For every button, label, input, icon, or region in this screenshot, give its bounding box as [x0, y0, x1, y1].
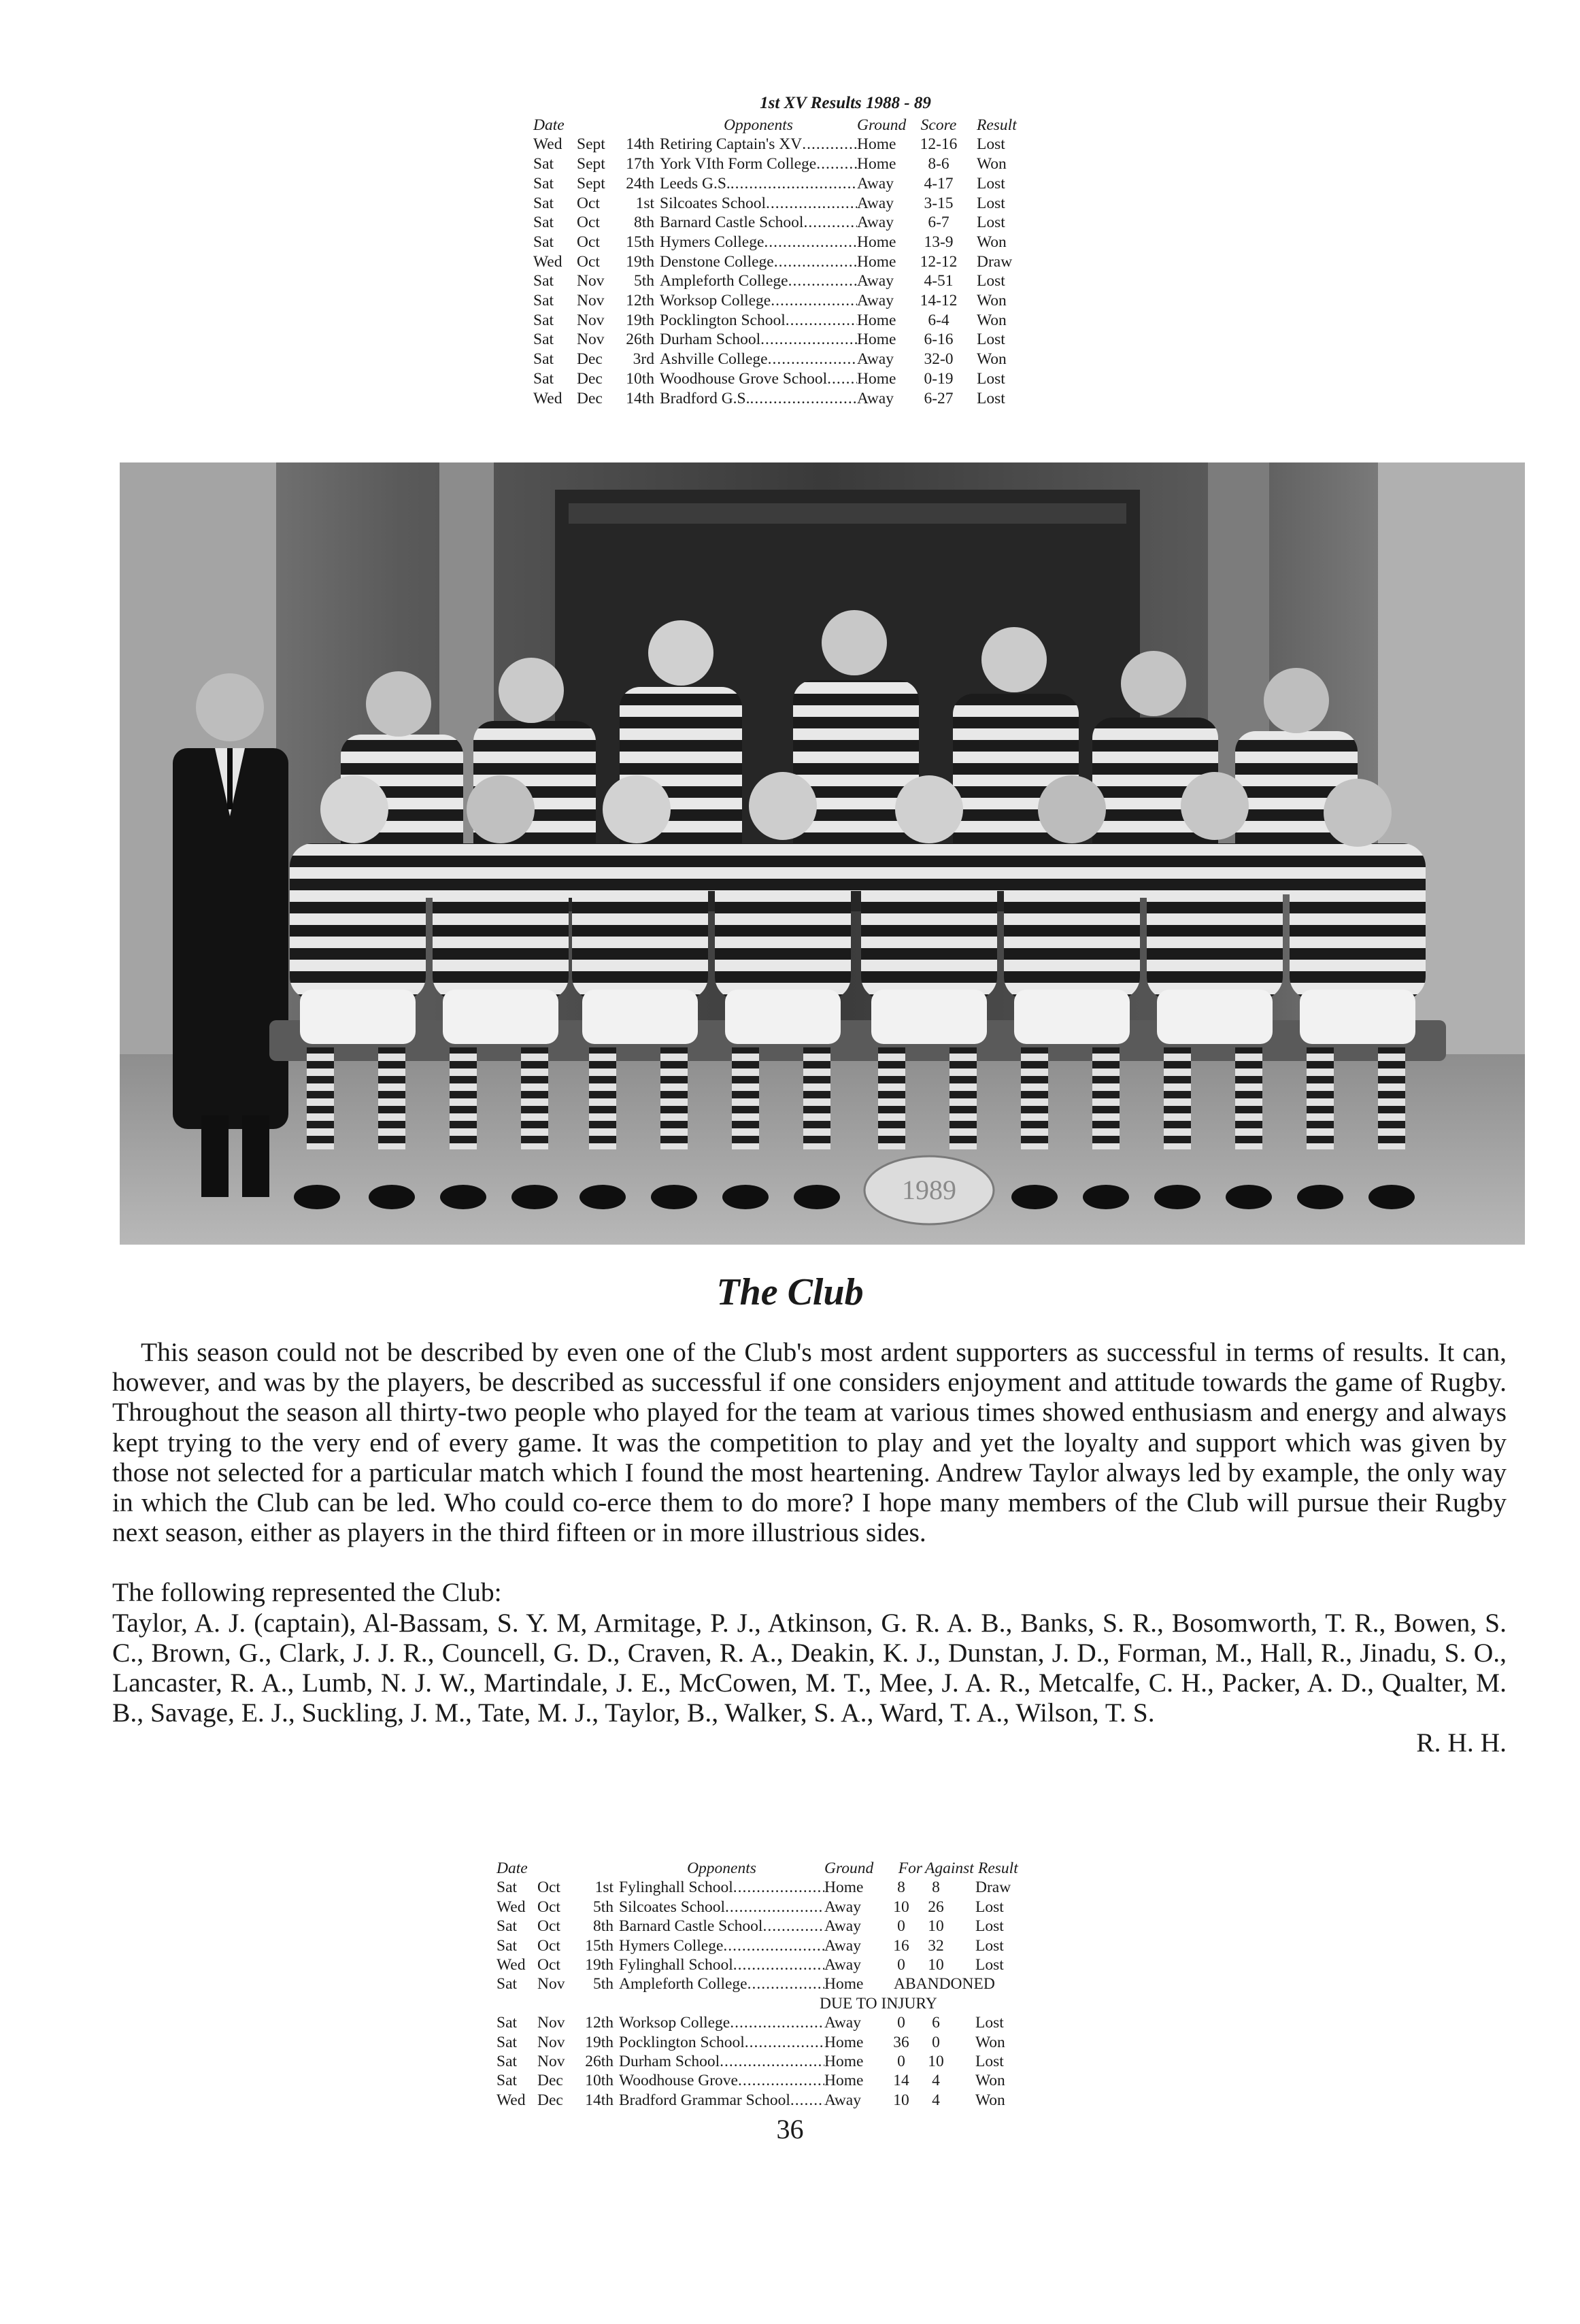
opponent-name: Fylinghall School: [619, 1956, 733, 1974]
opponent-cell: [619, 2071, 824, 2090]
opponent-cell: [660, 233, 857, 252]
month-cell: Dec: [537, 2091, 563, 2109]
ground-cell: Home: [824, 2053, 864, 2071]
month-cell: Oct: [537, 1879, 560, 1897]
date-cell: 12th: [626, 292, 654, 310]
month-cell: Oct: [537, 1917, 560, 1936]
opponent-cell: [660, 369, 857, 389]
result-cell: Lost: [977, 272, 1005, 290]
result-row: [497, 1936, 1122, 1955]
result-cell: Won: [977, 311, 1007, 329]
opponent-name: Barnard Castle School: [660, 214, 804, 232]
opponent-name: Fylinghall School: [619, 1879, 733, 1897]
header-ground: Ground: [857, 116, 907, 134]
month-cell: Dec: [577, 369, 603, 388]
opponent-name: Woodhouse Grove School: [660, 369, 828, 388]
opponent-name: Ampleforth College: [660, 272, 788, 290]
opponent-cell: [619, 1917, 824, 1936]
opponent-name: Bradford G.S.: [660, 389, 750, 407]
date-cell: 14th: [585, 2091, 613, 2109]
opponent-name: Barnard Castle School: [619, 1917, 763, 1936]
for-cell: 10: [893, 1898, 909, 1916]
result-cell: Won: [977, 155, 1007, 173]
opponent-name: Ashville College: [660, 350, 768, 369]
result-cell: Draw: [977, 252, 1013, 271]
page-number: 36: [776, 2114, 804, 2144]
date-cell: 5th: [592, 1975, 613, 1993]
result-cell: Lost: [975, 1956, 1004, 1974]
day-cell: Sat: [533, 272, 554, 290]
result-row: [497, 1955, 1122, 1974]
score-cell: 4-17: [924, 174, 954, 192]
opponent-cell: [619, 2033, 824, 2052]
leader-dots: [816, 154, 857, 174]
for-cell: 16: [893, 1936, 909, 1955]
for-cell: 8: [897, 1879, 905, 1897]
leader-dots: [762, 1917, 824, 1936]
result-row: [533, 194, 1118, 214]
result-row: [533, 135, 1118, 154]
result-cell: Lost: [975, 2014, 1004, 2032]
leader-dots: [760, 330, 857, 350]
opponent-cell: [619, 2052, 824, 2071]
opponent-cell: [660, 271, 857, 291]
opponent-cell: [660, 350, 857, 369]
leader-dots: [738, 2071, 824, 2090]
score-cell: 12-12: [920, 252, 958, 271]
day-cell: Sat: [497, 2033, 518, 2051]
leader-dots: [788, 271, 857, 291]
month-cell: Nov: [537, 2014, 565, 2032]
date-cell: 26th: [585, 2053, 613, 2071]
day-cell: Sat: [497, 2053, 518, 2071]
result-row: [497, 1974, 1122, 1993]
day-cell: Wed: [497, 2091, 526, 2109]
leader-dots: [750, 389, 858, 409]
results-table-2: [497, 1859, 1122, 2110]
score-cell: 6-16: [924, 331, 954, 349]
opponent-name: Bradford Grammar School: [619, 2091, 790, 2109]
score-cell: 32-0: [924, 350, 954, 369]
score-cell: 8-6: [928, 155, 949, 173]
header2-date: Date: [497, 1859, 528, 1877]
score-cell: 6-27: [924, 389, 954, 407]
day-cell: Sat: [533, 233, 554, 251]
ground-cell: Home: [824, 2033, 864, 2051]
opponent-name: Durham School: [619, 2053, 720, 2071]
leader-dots: [745, 2033, 824, 2052]
header-date: Date: [533, 116, 565, 134]
results2-body: [497, 1878, 1122, 2110]
for-cell: 0: [897, 1917, 905, 1936]
opponent-name: Woodhouse Grove: [619, 2072, 738, 2090]
result-row: [497, 2071, 1122, 2090]
result-cell: Lost: [977, 369, 1005, 388]
opponent-name: Durham School: [660, 331, 761, 349]
date-cell: 26th: [626, 331, 654, 349]
opponent-name: Hymers College: [660, 233, 764, 251]
opponent-cell: [619, 1955, 824, 1974]
day-cell: Wed: [497, 1956, 526, 1974]
day-cell: Wed: [533, 135, 562, 154]
leader-dots: [803, 213, 857, 233]
month-cell: Nov: [577, 272, 605, 290]
opponent-cell: [619, 1936, 824, 1955]
month-cell: Oct: [537, 1936, 560, 1955]
month-cell: Oct: [577, 233, 600, 251]
date-cell: 3rd: [633, 350, 654, 369]
opponent-cell: [660, 291, 857, 311]
result-cell: Won: [977, 292, 1007, 310]
month-cell: Dec: [537, 2072, 563, 2090]
score-cell: 3-15: [924, 194, 954, 212]
month-cell: Sept: [577, 174, 605, 192]
opponent-cell: [660, 330, 857, 350]
opponent-cell: [660, 194, 857, 214]
opponent-cell: [619, 2013, 824, 2032]
opponent-name: Ampleforth College: [619, 1975, 747, 1993]
against-cell: 8: [932, 1879, 940, 1897]
ground-cell: Away: [824, 2014, 861, 2032]
header2-result: Result: [978, 1859, 1018, 1877]
opponent-name: York VIth Form College: [660, 155, 817, 173]
ground-cell: Away: [857, 194, 894, 212]
for-cell: 0: [897, 2014, 905, 2032]
ground-cell: Away: [857, 292, 894, 310]
against-cell: 10: [928, 1956, 944, 1974]
ground-cell: Home: [824, 1879, 864, 1897]
ground-cell: Home: [857, 252, 896, 271]
leader-dots: [764, 233, 857, 252]
month-cell: Oct: [537, 1956, 560, 1974]
result-cell: Won: [975, 2072, 1005, 2090]
ground-cell: Home: [857, 311, 896, 329]
leader-dots: [733, 1955, 824, 1974]
opponent-cell: [660, 135, 857, 154]
date-cell: 15th: [626, 233, 654, 251]
result-row: [497, 2091, 1122, 2110]
header-score: Score: [920, 116, 957, 134]
header2-ground: Ground: [824, 1859, 874, 1877]
ground-cell: Home: [857, 331, 896, 349]
opponent-cell: [660, 389, 857, 409]
for-cell: 0: [897, 1956, 905, 1974]
month-cell: Sept: [577, 135, 605, 154]
opponent-cell: [619, 1878, 824, 1897]
month-cell: Nov: [577, 331, 605, 349]
result-row: [533, 213, 1118, 233]
leader-dots: [720, 2052, 824, 2071]
for-cell: 36: [893, 2033, 909, 2051]
opponent-cell: [660, 174, 857, 194]
result-row: [497, 2013, 1122, 2032]
score-cell: 6-7: [928, 214, 949, 232]
result-row: [533, 174, 1118, 194]
result-row: [533, 233, 1118, 252]
header-result: Result: [977, 116, 1017, 134]
against-cell: 10: [928, 1917, 944, 1936]
month-cell: Dec: [577, 350, 603, 369]
team-photo-image: [120, 462, 1525, 1245]
date-cell: 14th: [626, 389, 654, 407]
header2-against: Against: [925, 1859, 974, 1877]
day-cell: Sat: [497, 1936, 518, 1955]
date-cell: 15th: [585, 1936, 613, 1955]
result-cell: Lost: [977, 194, 1005, 212]
opponent-cell: [660, 311, 857, 331]
opponent-name: Worksop College: [619, 2014, 730, 2032]
for-cell: 14: [893, 2072, 909, 2090]
opponent-name: Retiring Captain's XV: [660, 135, 803, 154]
date-cell: 19th: [626, 311, 654, 329]
opponent-cell: [660, 252, 857, 272]
month-cell: Dec: [577, 389, 603, 407]
result-row: [533, 252, 1118, 272]
month-cell: Sept: [577, 155, 605, 173]
ground-cell: Away: [857, 350, 894, 369]
header2-for: For: [898, 1859, 922, 1877]
results-title: 1st XV Results 1988 - 89: [760, 94, 931, 112]
leader-dots: [730, 174, 857, 194]
day-cell: Sat: [533, 174, 554, 192]
ground-cell: Home: [824, 1975, 864, 1993]
result-row: [497, 1917, 1122, 1936]
day-cell: Sat: [533, 214, 554, 232]
opponent-name: Pocklington School: [660, 311, 786, 329]
result-cell: Won: [975, 2091, 1005, 2109]
result-row: [533, 271, 1118, 291]
leader-dots: [786, 311, 857, 331]
author-signature: R. H. H.: [1416, 1728, 1507, 1758]
opponent-cell: [619, 2091, 824, 2110]
date-cell: 10th: [585, 2072, 613, 2090]
day-cell: Wed: [533, 252, 562, 271]
score-cell: 6-4: [928, 311, 949, 329]
ground-cell: Home: [857, 155, 896, 173]
ground-cell: Away: [857, 272, 894, 290]
day-cell: Sat: [533, 350, 554, 369]
against-cell: 4: [932, 2072, 940, 2090]
club-title: The Club: [716, 1271, 864, 1313]
date-cell: 17th: [626, 155, 654, 173]
against-cell: 6: [932, 2014, 940, 2032]
day-cell: Sat: [533, 369, 554, 388]
month-cell: Nov: [577, 311, 605, 329]
result-cell: Lost: [977, 389, 1005, 407]
opponent-name: Pocklington School: [619, 2033, 745, 2051]
header-opponents: Opponents: [724, 116, 793, 134]
date-cell: 19th: [585, 1956, 613, 1974]
score-cell: 0-19: [924, 369, 954, 388]
club-paragraph: This season could not be described by even one of the Club's most ardent supporters as successful in terms of results. It can, however, and was by the players, be described as successful if one considers enjoyment and attitude towards the game of Rugby. Throughout the season all thirty-two people who played for the team at various times showed enthusiasm and energy and always kept trying to the very end of every game. It was the competition to play and yet the loyalty and support which was given by those not selected for a particular match which I found the most heartening. Andrew Taylor always led by example, the only way in which the Club can be led. Who could co-erce them to do more? I hope many members of the Club will pursue their Rugby next season, either as players in the third fifteen or in more illustrious sides.: [112, 1337, 1507, 1548]
result-cell: Lost: [977, 174, 1005, 192]
result-row: [533, 389, 1118, 409]
opponent-name: Silcoates School: [660, 194, 766, 212]
opponent-name: Hymers College: [619, 1936, 724, 1955]
results-body: [533, 135, 1118, 408]
against-cell: 32: [928, 1936, 944, 1955]
leader-dots: [802, 135, 857, 154]
month-cell: Oct: [577, 194, 600, 212]
day-cell: Sat: [533, 194, 554, 212]
opponent-name: Worksop College: [660, 292, 771, 310]
date-cell: 1st: [635, 194, 654, 212]
ground-cell: Away: [824, 2091, 861, 2109]
result-row: [533, 369, 1118, 389]
against-cell: 4: [932, 2091, 940, 2109]
date-cell: 5th: [592, 1898, 613, 1916]
date-cell: 8th: [592, 1917, 613, 1936]
leader-dots: [774, 252, 857, 272]
ground-cell: Away: [824, 1936, 861, 1955]
leader-dots: [790, 2091, 824, 2110]
month-cell: Nov: [537, 2033, 565, 2051]
date-cell: 19th: [626, 252, 654, 271]
date-cell: 1st: [594, 1879, 613, 1897]
ball-year-text: 1989: [902, 1175, 956, 1205]
result-cell: Lost: [975, 1898, 1004, 1916]
members-list: Taylor, A. J. (captain), Al-Bassam, S. Y. M, Armitage, P. J., Atkinson, G. R. A. B., Banks, S. R., Bosomworth, T. R., Bowen, S. C., Brown, G., Clark, J. J. R., Councell, G. D., Craven, R. A., Deakin, K. J., Dunstan, J. D., Forman, M., Hall, R., Jinadu, S. O., Lancaster, R. A., Lumb, N. J. W., Martindale, J. E., McCowen, M. T., Mee, J. A. R., Metcalfe, C. H., Packer, A. D., Qualter, M. B., Savage, E. J., Suckling, J. M., Tate, M. J., Taylor, B., Walker, S. A., Ward, T. A., Wilson, T. S.: [112, 1607, 1507, 1728]
result-row: [533, 291, 1118, 311]
result-row: [533, 330, 1118, 350]
opponent-cell: [660, 213, 857, 233]
result-cell: Lost: [975, 2053, 1004, 2071]
ground-cell: Away: [857, 389, 894, 407]
ground-cell: Home: [824, 2072, 864, 2090]
leader-dots: [725, 1898, 824, 1917]
result-row: [497, 1898, 1122, 1917]
month-cell: Oct: [577, 214, 600, 232]
result-row: [533, 154, 1118, 174]
date-cell: 10th: [626, 369, 654, 388]
day-cell: Sat: [497, 1917, 518, 1936]
results-header-row: [533, 116, 1118, 135]
score-cell: 4-51: [924, 272, 954, 290]
score-cell: 14-12: [920, 292, 958, 310]
result-cell: Lost: [977, 135, 1005, 154]
day-cell: Sat: [533, 292, 554, 310]
day-cell: Sat: [497, 1879, 518, 1897]
against-cell: 26: [928, 1898, 944, 1916]
opponent-cell: [619, 1974, 824, 1993]
leader-dots: [768, 350, 857, 369]
leader-dots: [723, 1936, 824, 1955]
result-cell: Lost: [977, 331, 1005, 349]
result-cell: Won: [977, 233, 1007, 251]
result-cell: Lost: [977, 214, 1005, 232]
for-cell: 10: [893, 2091, 909, 2109]
score-cell: 13-9: [924, 233, 954, 251]
opponent-name: Leeds G.S.: [660, 174, 730, 192]
result-cell: Won: [977, 350, 1007, 369]
day-cell: Wed: [497, 1898, 526, 1916]
date-cell: 12th: [585, 2014, 613, 2032]
leader-dots: [730, 2013, 824, 2032]
result-note-row: [497, 1994, 1122, 2013]
opponent-cell: [660, 154, 857, 174]
ground-cell: Home: [857, 369, 896, 388]
leader-dots: [766, 194, 857, 214]
ground-cell: Home: [857, 135, 896, 154]
opponent-name: Silcoates School: [619, 1898, 725, 1916]
opponent-cell: [619, 1898, 824, 1917]
opponent-name: Denstone College: [660, 252, 774, 271]
date-cell: 5th: [633, 272, 654, 290]
result-row: [497, 2052, 1122, 2071]
ground-cell: Away: [857, 174, 894, 192]
result-cell: Draw: [975, 1879, 1011, 1897]
club-article: [112, 1337, 1507, 1758]
date-cell: 19th: [585, 2033, 613, 2051]
day-cell: Sat: [497, 2014, 518, 2032]
ground-cell: Away: [824, 1917, 861, 1936]
result-row: [533, 311, 1118, 331]
header2-opponents: Opponents: [687, 1859, 756, 1877]
day-cell: Sat: [497, 1975, 518, 1993]
day-cell: Sat: [533, 155, 554, 173]
result-cell: Won: [975, 2033, 1005, 2051]
team-photograph: [120, 462, 1525, 1245]
month-cell: Nov: [537, 1975, 565, 1993]
month-cell: Oct: [537, 1898, 560, 1916]
day-cell: Wed: [533, 389, 562, 407]
month-cell: Nov: [577, 292, 605, 310]
result-row: [533, 350, 1118, 369]
for-cell: 0: [897, 2053, 905, 2071]
date-cell: 8th: [633, 214, 654, 232]
date-cell: 24th: [626, 174, 654, 192]
result-cell: Lost: [975, 1917, 1004, 1936]
day-cell: Sat: [533, 331, 554, 349]
result-note: DUE TO INJURY: [820, 1994, 937, 2013]
date-cell: 14th: [626, 135, 654, 154]
month-cell: Nov: [537, 2053, 565, 2071]
ground-cell: Away: [857, 214, 894, 232]
month-cell: Oct: [577, 252, 600, 271]
leader-dots: [733, 1878, 824, 1897]
day-cell: Sat: [533, 311, 554, 329]
ground-cell: Away: [824, 1898, 861, 1916]
result-row: [497, 2033, 1122, 2052]
against-cell: 0: [932, 2033, 940, 2051]
leader-dots: [827, 369, 857, 389]
day-cell: Sat: [497, 2072, 518, 2090]
results-table-1988-89: [533, 94, 1118, 408]
result-row: [497, 1878, 1122, 1897]
result-cell: ABANDONED: [894, 1975, 995, 1993]
results2-header-row: [497, 1859, 1122, 1878]
ground-cell: Home: [857, 233, 896, 251]
leader-dots: [747, 1974, 824, 1993]
ground-cell: Away: [824, 1956, 861, 1974]
score-cell: 12-16: [920, 135, 958, 154]
against-cell: 10: [928, 2053, 944, 2071]
result-cell: Lost: [975, 1936, 1004, 1955]
represented-intro: The following represented the Club:: [112, 1577, 502, 1608]
leader-dots: [771, 291, 857, 311]
